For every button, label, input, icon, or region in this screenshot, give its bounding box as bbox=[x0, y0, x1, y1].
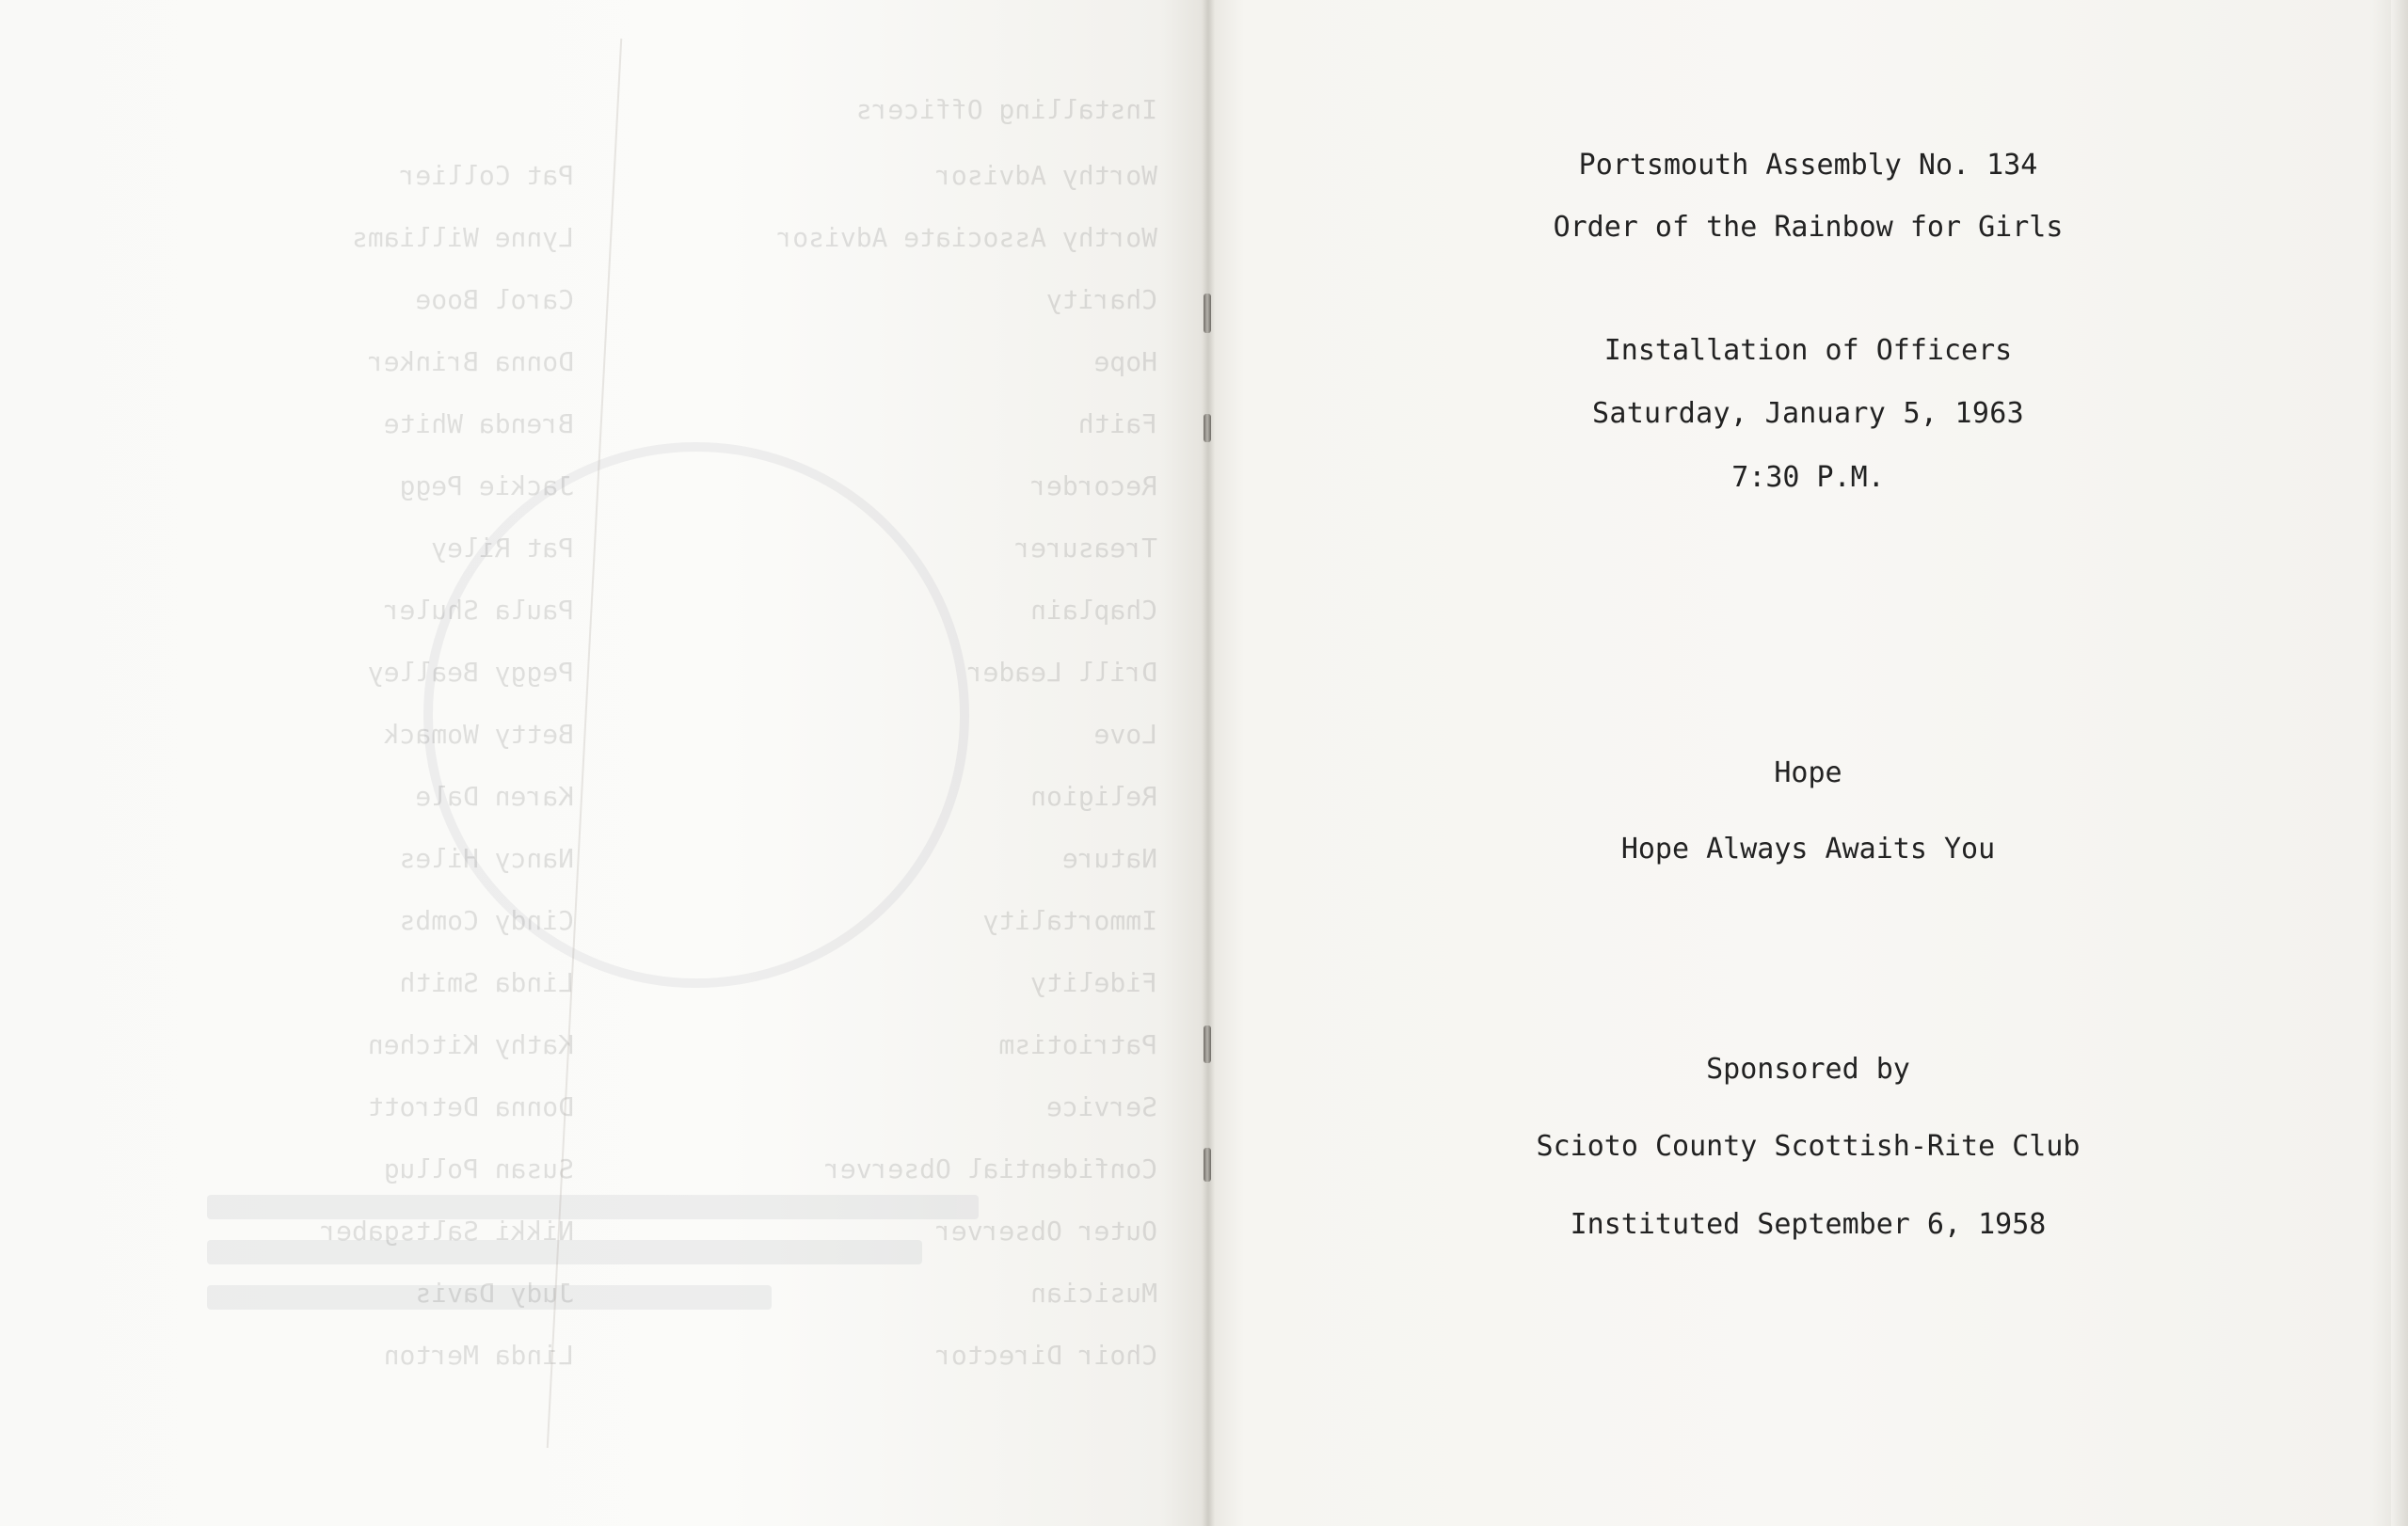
bleed-office: Charity bbox=[1045, 284, 1157, 315]
bleed-name: Nikki Saltsgaber bbox=[320, 1216, 574, 1247]
bleed-name: Judy Davis bbox=[415, 1278, 574, 1309]
bleed-office: Love bbox=[1093, 719, 1157, 750]
bleed-office: Faith bbox=[1077, 408, 1157, 439]
bleed-name: Peggy Bealley bbox=[367, 657, 574, 688]
bleed-name: Linda Smith bbox=[399, 967, 574, 998]
bleed-office: Choir Director bbox=[934, 1340, 1157, 1371]
bleed-name: Donna Detrott bbox=[367, 1091, 574, 1122]
bleed-office: Worthy Advisor bbox=[934, 160, 1157, 191]
bleed-name: Pat Collier bbox=[399, 160, 574, 191]
bleed-office: Musician bbox=[1030, 1278, 1157, 1309]
bleed-office: Recorder bbox=[1030, 470, 1157, 501]
bleed-office: Outer Observer bbox=[934, 1216, 1157, 1247]
time-line: 7:30 P.M. bbox=[1731, 461, 1885, 494]
bleed-name: Nancy Hiles bbox=[399, 843, 574, 874]
bleed-name: Brenda White bbox=[383, 408, 574, 439]
title-page-text bbox=[1208, 0, 2408, 1526]
bleed-office: Drill Leader bbox=[966, 657, 1157, 688]
bleed-name: Susan Pollug bbox=[383, 1153, 574, 1184]
bleed-office: Nature bbox=[1061, 843, 1157, 874]
date-line: Saturday, January 5, 1963 bbox=[1591, 397, 2025, 430]
bleed-office: Worthy Associate Advisor bbox=[776, 222, 1157, 253]
bleed-office: Treasurer bbox=[1014, 533, 1157, 564]
assembly-line: Portsmouth Assembly No. 134 bbox=[1578, 149, 2038, 182]
bleed-name: Kathy Kitchen bbox=[367, 1029, 574, 1060]
bleed-office: Chaplain bbox=[1030, 595, 1157, 626]
bleed-name: Donna Brinker bbox=[367, 346, 574, 377]
bleed-office: Patriotism bbox=[998, 1029, 1157, 1060]
instituted-line: Instituted September 6, 1958 bbox=[1570, 1208, 2047, 1241]
sponsored-by-line: Sponsored by bbox=[1706, 1053, 1910, 1086]
bleed-office: Immortality bbox=[982, 905, 1157, 936]
bleed-office: Fidelity bbox=[1030, 967, 1157, 998]
bleed-header: Installing Officers bbox=[855, 94, 1157, 125]
bleed-office: Service bbox=[1045, 1091, 1157, 1122]
bleed-name: Betty Womack bbox=[383, 719, 574, 750]
bleed-name: Paula Shuler bbox=[383, 595, 574, 626]
bleed-name: Pat Riley bbox=[431, 533, 574, 564]
bleed-name: Lynne Williams bbox=[351, 222, 574, 253]
bleed-office: Hope bbox=[1093, 346, 1157, 377]
bleed-name: Jackie Pegg bbox=[399, 470, 574, 501]
motto-line: Hope Always Awaits You bbox=[1620, 833, 1996, 866]
event-line: Installation of Officers bbox=[1603, 334, 2013, 367]
bleed-name: Carol Booe bbox=[415, 284, 574, 315]
facing-page-bleed-through bbox=[94, 94, 1157, 1486]
sponsor-line: Scioto County Scottish-Rite Club bbox=[1536, 1130, 2081, 1163]
bleed-name: Linda Merton bbox=[383, 1340, 574, 1371]
bleed-name: Karen Dale bbox=[415, 781, 574, 812]
hope-line: Hope bbox=[1774, 756, 1842, 789]
bleed-name: Cindy Combs bbox=[399, 905, 574, 936]
order-line: Order of the Rainbow for Girls bbox=[1553, 211, 2064, 244]
bleed-office: Confidential Observer bbox=[823, 1153, 1157, 1184]
bleed-office: Religion bbox=[1030, 781, 1157, 812]
